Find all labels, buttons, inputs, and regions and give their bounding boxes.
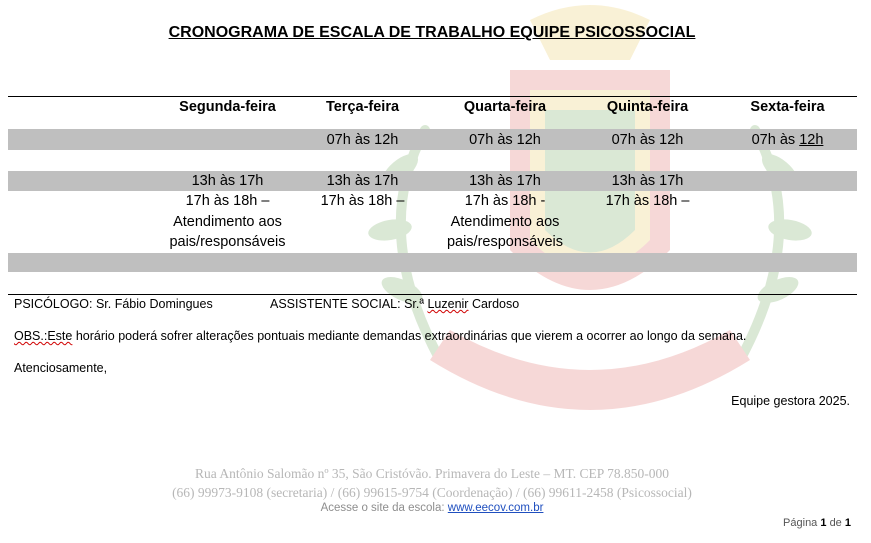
page-current: 1 — [820, 517, 827, 529]
closing-text: Atenciosamente, — [14, 361, 108, 375]
evening-monday-line: 17h às 18h – — [185, 193, 270, 209]
morning-wednesday: 07h às 12h — [469, 132, 541, 148]
evening-thursday-line: 17h às 18h – — [605, 193, 690, 209]
evening-wednesday-line: pais/responsáveis — [446, 234, 564, 250]
psychologist-label: PSICÓLOGO: Sr. Fábio Domingues — [14, 297, 213, 311]
evening-monday — [150, 191, 305, 253]
social-worker-last-name: Cardoso — [471, 297, 520, 311]
signature-text: Equipe gestora 2025. — [731, 394, 850, 408]
evening-wednesday-line: Atendimento aos — [450, 213, 560, 230]
document-title: CRONOGRAMA DE ESCALA DE TRABALHO EQUIPE PSICOSSOCIAL — [168, 24, 696, 41]
table-bottom-rule — [8, 294, 857, 295]
evening-monday-line: Atendimento aos — [173, 213, 282, 230]
social-worker-first-name: Luzenir — [427, 297, 469, 311]
social-worker-prefix: ASSISTENTE SOCIAL: Sr.ª — [270, 297, 424, 311]
evening-wednesday-line: 17h às 18h - — [464, 193, 546, 209]
footer-site-prefix: Acesse o site da escola: — [320, 502, 445, 514]
coat-of-arms-watermark — [330, 0, 850, 440]
header-friday: Sexta-feira — [750, 99, 825, 115]
evening-wednesday — [430, 191, 580, 253]
bottom-band — [8, 253, 857, 272]
morning-thursday: 07h às 12h — [611, 132, 684, 148]
header-monday: Segunda-feira — [179, 99, 276, 115]
evening-tuesday-line: 17h às 18h – — [320, 193, 405, 209]
footer-phones: (66) 99973-9108 (secretaria) / (66) 99615-9754 (Coordenação) / (66) 99611-2458 (Psicossocial) — [172, 485, 692, 500]
afternoon-wednesday: 13h às 17h — [469, 173, 541, 189]
morning-friday-start: 07h às — [751, 132, 796, 148]
evening-tuesday — [300, 191, 425, 212]
morning-tuesday: 07h às 12h — [326, 132, 399, 148]
page-total: 1 — [844, 517, 851, 529]
header-tuesday: Terça-feira — [325, 99, 400, 115]
footer-address: Rua Antônio Salomão nº 35, São Cristóvão. Primavera do Leste – MT. CEP 78.850-000 — [194, 466, 670, 481]
observation-prefix: OBS.:Este — [14, 329, 73, 343]
footer-site-link[interactable]: www.eecov.com.br — [447, 502, 544, 514]
page-word: Página — [783, 517, 818, 529]
afternoon-tuesday: 13h às 17h — [326, 173, 399, 189]
afternoon-monday: 13h às 17h — [191, 173, 264, 189]
evening-monday-line: pais/responsáveis — [169, 234, 286, 250]
observation-note — [14, 329, 746, 343]
morning-friday — [720, 130, 855, 151]
evening-thursday — [580, 191, 715, 212]
header-wednesday: Quarta-feira — [463, 99, 547, 115]
afternoon-thursday: 13h às 17h — [611, 173, 684, 189]
footer-site — [0, 502, 864, 514]
observation-text: horário poderá sofrer alterações pontuais mediante demandas extraordinárias que vierem a ocorrer ao longo da semana. — [75, 329, 747, 343]
page-of: de — [829, 517, 842, 529]
header-thursday: Quinta-feira — [606, 99, 689, 115]
morning-friday-end: 12h — [799, 132, 824, 148]
page-number — [783, 517, 851, 529]
social-worker-label — [270, 297, 519, 311]
